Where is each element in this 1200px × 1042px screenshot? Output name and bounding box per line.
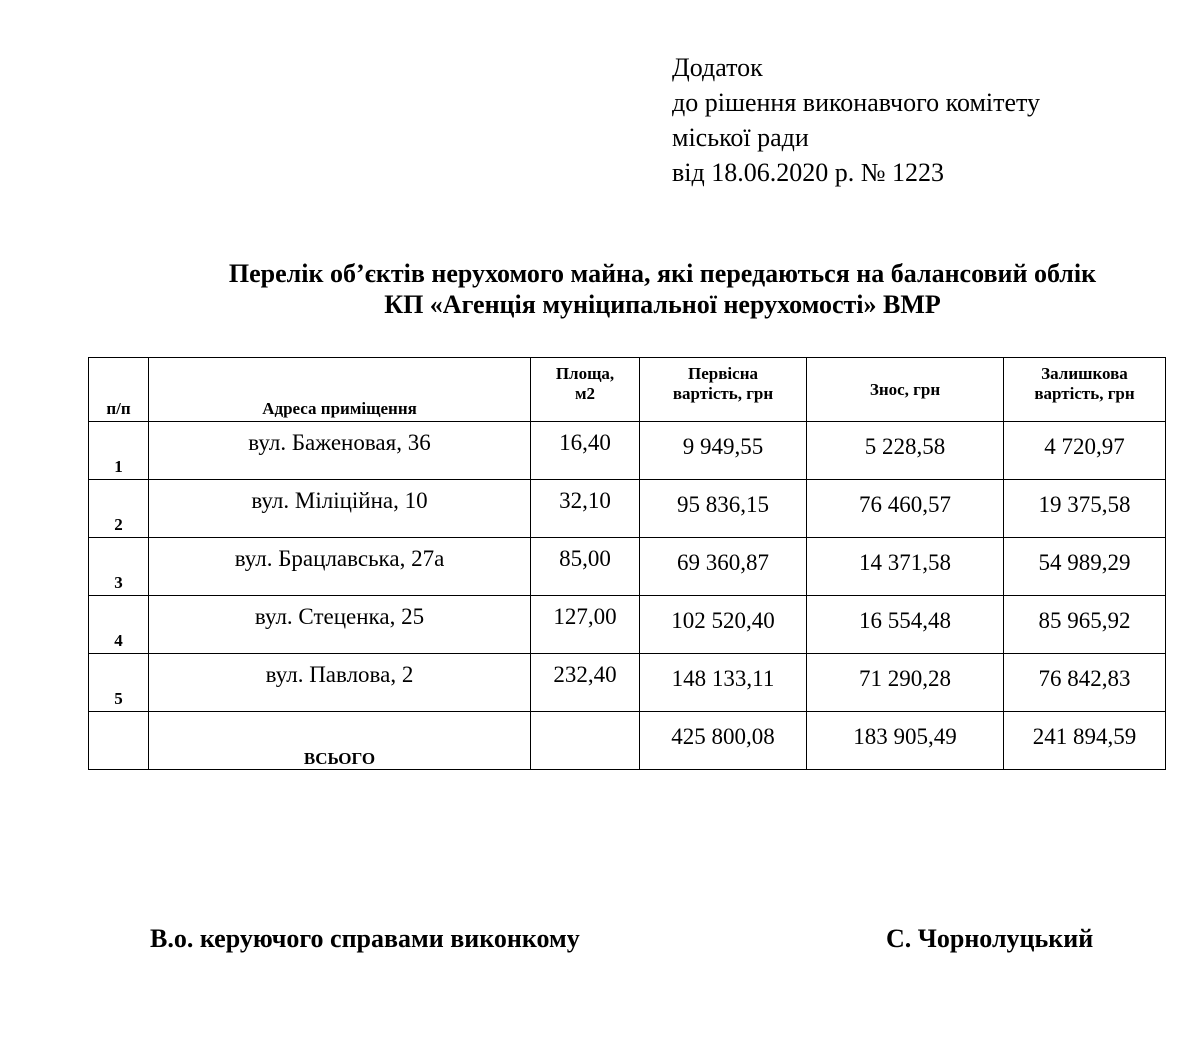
total-label: ВСЬОГО (149, 712, 531, 770)
table-row (89, 538, 1166, 596)
row-depreciation: 14 371,58 (807, 538, 1004, 596)
table-row (89, 654, 1166, 712)
total-empty-area (531, 712, 640, 770)
row-residual-value: 54 989,29 (1004, 538, 1166, 596)
header-residual-line: вартість, грн (1034, 384, 1135, 403)
row-area: 85,00 (531, 538, 640, 596)
title-line: КП «Агенція муніципальної нерухомості» ВМР (384, 290, 941, 319)
row-initial-value: 69 360,87 (640, 538, 807, 596)
row-number: 2 (89, 480, 149, 538)
row-area: 232,40 (531, 654, 640, 712)
signature-name: С. Чорнолуцький (886, 924, 1094, 953)
row-residual-value: 19 375,58 (1004, 480, 1166, 538)
row-address: вул. Баженовая, 36 (149, 422, 531, 480)
appendix-block (672, 50, 1040, 190)
row-address: вул. Міліційна, 10 (149, 480, 531, 538)
row-depreciation: 71 290,28 (807, 654, 1004, 712)
row-initial-value: 102 520,40 (640, 596, 807, 654)
row-address: вул. Стеценка, 25 (149, 596, 531, 654)
header-initial-line: Первісна (688, 364, 758, 383)
appendix-line: Додаток (672, 53, 763, 82)
row-residual-value: 85 965,92 (1004, 596, 1166, 654)
total-row (89, 712, 1166, 770)
total-initial-value: 425 800,08 (640, 712, 807, 770)
table-header-row (89, 358, 1166, 422)
appendix-line: від 18.06.2020 р. № 1223 (672, 158, 945, 187)
row-area: 16,40 (531, 422, 640, 480)
row-depreciation: 16 554,48 (807, 596, 1004, 654)
header-initial-value (640, 358, 807, 422)
appendix-line: до рішення виконавчого комітету (672, 88, 1041, 117)
row-number: 5 (89, 654, 149, 712)
header-area-line: Площа, (555, 364, 615, 383)
assets-table (88, 357, 1166, 770)
header-num: п/п (89, 358, 149, 422)
document-title (140, 258, 1185, 320)
row-residual-value: 76 842,83 (1004, 654, 1166, 712)
title-line: Перелік об’єктів нерухомого майна, які передаються на балансовий облік (228, 259, 1097, 288)
header-initial-line: вартість, грн (672, 384, 774, 403)
header-area (531, 358, 640, 422)
table-row (89, 422, 1166, 480)
header-address: Адреса приміщення (149, 358, 531, 422)
total-empty-num (89, 712, 149, 770)
total-residual-value: 241 894,59 (1004, 712, 1166, 770)
signature-position: В.о. керуючого справами виконкому (150, 924, 580, 953)
header-residual-value (1004, 358, 1166, 422)
row-initial-value: 95 836,15 (640, 480, 807, 538)
row-number: 1 (89, 422, 149, 480)
row-initial-value: 148 133,11 (640, 654, 807, 712)
row-area: 32,10 (531, 480, 640, 538)
row-number: 3 (89, 538, 149, 596)
header-depreciation: Знос, грн (807, 358, 1004, 422)
table-row (89, 480, 1166, 538)
header-area-line: м2 (574, 384, 596, 403)
row-address: вул. Павлова, 2 (149, 654, 531, 712)
row-residual-value: 4 720,97 (1004, 422, 1166, 480)
row-depreciation: 76 460,57 (807, 480, 1004, 538)
row-number: 4 (89, 596, 149, 654)
row-depreciation: 5 228,58 (807, 422, 1004, 480)
appendix-line: міської ради (672, 123, 809, 152)
table-row (89, 596, 1166, 654)
row-area: 127,00 (531, 596, 640, 654)
total-depreciation: 183 905,49 (807, 712, 1004, 770)
row-address: вул. Брацлавська, 27а (149, 538, 531, 596)
header-residual-line: Залишкова (1041, 364, 1128, 383)
row-initial-value: 9 949,55 (640, 422, 807, 480)
